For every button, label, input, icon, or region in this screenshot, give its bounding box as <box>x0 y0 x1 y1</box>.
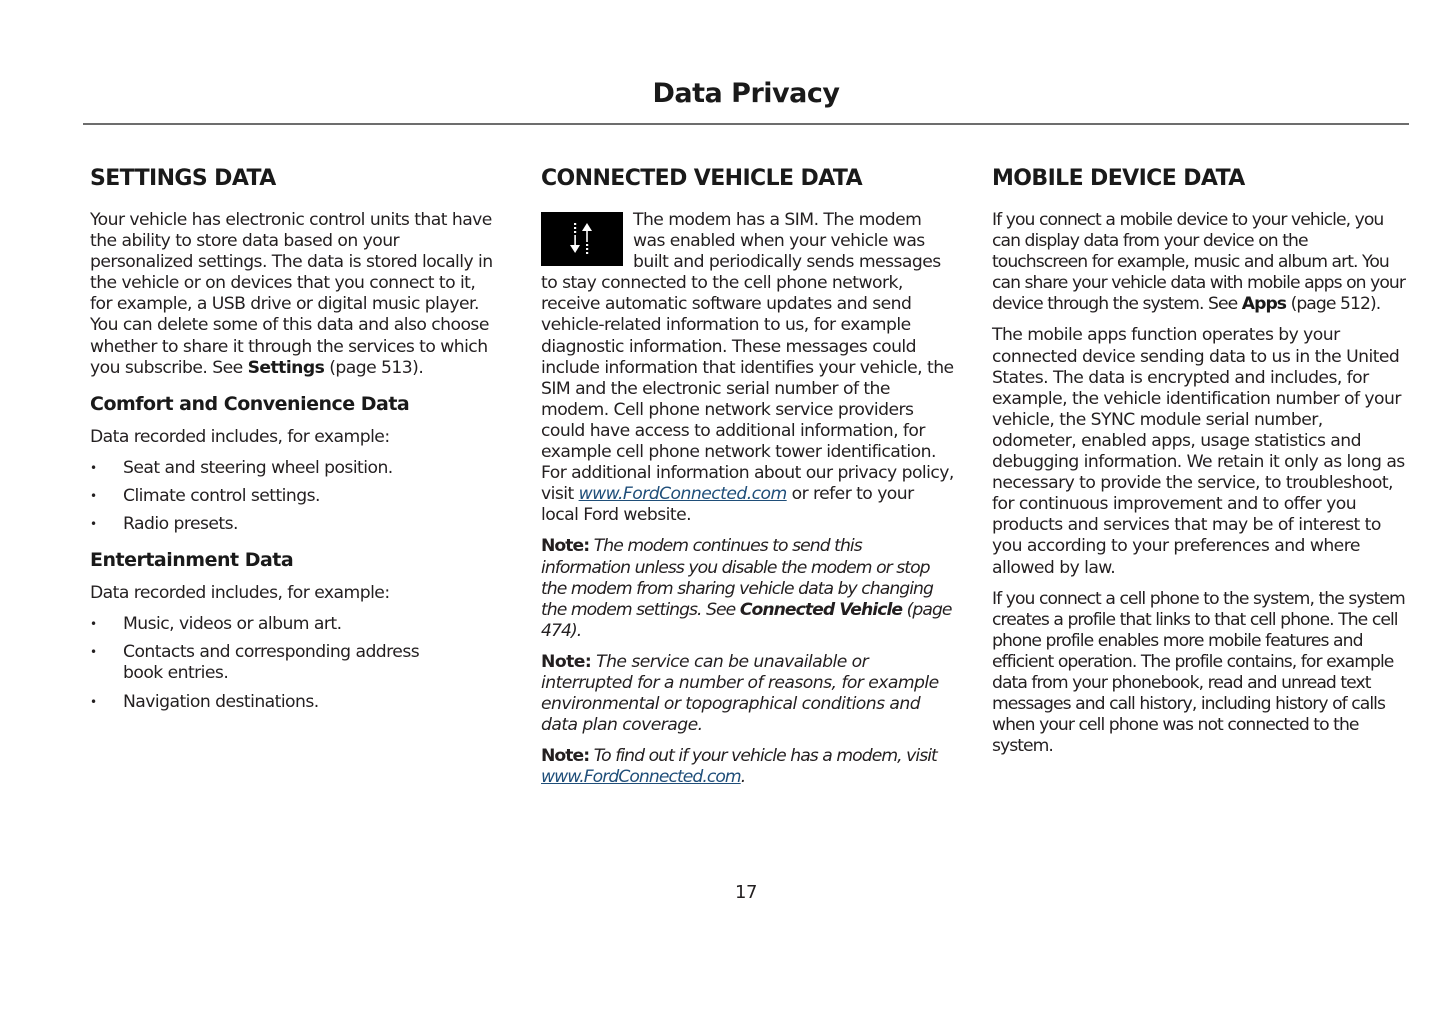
connected-vehicle-column <box>541 164 955 798</box>
mobile-device-para-1 <box>992 210 1406 315</box>
comfort-list <box>90 458 502 535</box>
list-item-text: Music, videos or album art. <box>123 614 342 635</box>
list-item-text: Radio presets. <box>123 514 238 535</box>
list-item-text: Seat and steering wheel position. <box>123 457 393 478</box>
connected-vehicle-text-suffix: or refer to your local Ford website. <box>541 484 914 526</box>
bullet-icon: • <box>90 517 97 532</box>
connected-vehicle-text: The modem has a SIM. The modem was enabled when your vehicle was built and periodically sends messages to stay connected to the cell phone network, receive automatic software updates and send vehicle-related information to us, for example diagnostic information. These messages could include information that identifies your vehicle, the SIM and the electronic serial number of the modem. Cell phone network service providers could have access to additional information, for example cell phone network tower identification. For additional information about our privacy policy, visit <box>541 210 954 505</box>
bullet-icon: • <box>90 488 97 503</box>
note-page-ref: (page 474). <box>541 599 952 641</box>
comfort-intro: Data recorded includes, for example: <box>90 426 390 447</box>
settings-reference-link[interactable]: Settings <box>247 357 325 378</box>
modem-data-transfer-icon <box>541 212 623 266</box>
ford-connected-link[interactable]: www.FordConnected.com <box>578 484 787 505</box>
entertainment-heading: Entertainment Data <box>90 549 294 572</box>
list-item <box>90 692 502 713</box>
settings-data-heading: SETTINGS DATA <box>90 166 276 191</box>
entertainment-intro: Data recorded includes, for example: <box>90 583 390 604</box>
entertainment-list <box>90 614 502 712</box>
bullet-icon: • <box>90 617 97 632</box>
settings-data-column <box>90 164 502 721</box>
connected-vehicle-reference-link[interactable]: Connected Vehicle <box>739 599 903 620</box>
note-text: The service can be unavailable or interrupted for a number of reasons, for example environmental or topographical conditions and data plan coverage. <box>541 651 939 736</box>
settings-data-intro <box>90 210 502 379</box>
list-item <box>90 486 502 507</box>
settings-page-ref: (page 513). <box>329 357 424 378</box>
list-item <box>90 614 502 635</box>
note-text: To find out if your vehicle has a modem, visit <box>593 746 937 767</box>
note-service-unavailable <box>541 652 955 736</box>
mobile-device-column <box>992 164 1406 767</box>
list-item <box>90 458 502 479</box>
note-text: The modem continues to send this information unless you disable the modem or stop the modem from sharing vehicle data by changing the modem settings. See <box>541 536 933 620</box>
list-item <box>90 642 502 684</box>
list-item-text: Navigation destinations. <box>123 691 319 712</box>
comfort-convenience-heading: Comfort and Convenience Data <box>90 392 410 415</box>
mobile-device-heading: MOBILE DEVICE DATA <box>992 166 1245 191</box>
page-number: 17 <box>735 882 757 903</box>
ford-connected-link[interactable]: www.FordConnected.com <box>541 767 741 788</box>
mobile-device-text: If you connect a mobile device to your vehicle, you can display data from your device on the touchscreen for example, music and album art. You can share your vehicle data with mobile apps on your device through the system. See <box>992 210 1405 315</box>
bullet-icon: • <box>90 460 97 475</box>
bullet-icon: • <box>90 694 97 709</box>
apps-reference-link[interactable]: Apps <box>1241 294 1287 315</box>
mobile-device-para-3: If you connect a cell phone to the system, the system creates a profile that links to that cell phone. The cell phone profile enables more mobile features and efficient operation. The profile contains, for example data from your phonebook, read and unread text messages and call history, including history of calls when your cell phone was not connected to the system. <box>992 588 1405 757</box>
note-label: Note: <box>541 651 592 672</box>
note-find-modem <box>541 746 955 788</box>
bullet-icon: • <box>90 645 97 660</box>
note-suffix: . <box>740 767 746 788</box>
note-label: Note: <box>541 536 590 557</box>
page-title: Data Privacy <box>652 78 840 109</box>
list-item <box>90 514 502 535</box>
list-item-text: Contacts and corresponding address book entries. <box>123 642 420 684</box>
connected-vehicle-body <box>541 210 955 526</box>
settings-data-intro-text: Your vehicle has electronic control units that have the ability to store data based on your personalized settings. The data is stored locally in the vehicle or on devices that you connect to it, for example, a USB drive or digital music player. You can delete some of this data and also choose whether to share it through the services to which you subscribe. <box>90 210 493 378</box>
note-modem-continues <box>541 536 955 641</box>
mobile-device-para-2: The mobile apps function operates by your connected device sending data to us in the United States. The data is encrypted and includes, for example, the vehicle identification number of your vehicle, the SYNC module serial number, odometer, enabled apps, usage statistics and debugging information. We retain it only as long as necessary to provide the service, to troubleshoot, for continuous improvement and to offer you products and services that may be of interest to you according to your preferences and where allowed by law. <box>992 325 1405 578</box>
apps-page-ref: (page 512). <box>1290 294 1381 315</box>
list-item-text: Climate control settings. <box>123 485 320 506</box>
note-label: Note: <box>541 746 590 767</box>
title-divider <box>83 123 1409 125</box>
connected-vehicle-heading: CONNECTED VEHICLE DATA <box>541 166 863 191</box>
see-prefix: See <box>212 357 243 378</box>
